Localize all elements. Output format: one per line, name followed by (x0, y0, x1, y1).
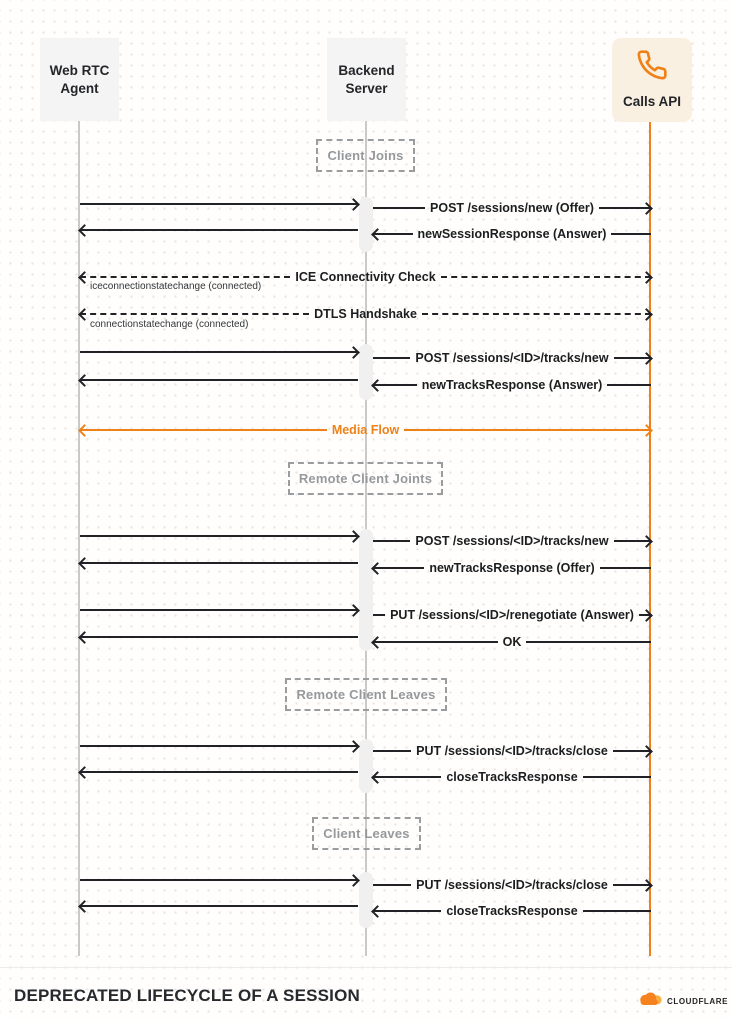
actor-calls-api (612, 38, 692, 122)
message-arrow (373, 376, 651, 394)
cloudflare-cloud-icon (637, 991, 663, 1011)
message-label: PUT /sessions/<ID>/renegotiate (Answer) (390, 608, 634, 622)
message-arrow (373, 876, 651, 894)
event-note: connectionstatechange (connected) (90, 319, 249, 330)
section-label: Client Leaves (323, 826, 410, 841)
media-flow-arrow (80, 421, 651, 439)
message-arrow (373, 633, 651, 651)
message-label: closeTracksResponse (446, 904, 578, 918)
activation-bar (359, 872, 373, 928)
message-label: closeTracksResponse (446, 770, 578, 784)
message-label: POST /sessions/new (Offer) (430, 201, 594, 215)
handshake-label: ICE Connectivity Check (295, 270, 436, 284)
arrow-backend-to-agent (80, 628, 358, 646)
arrow-backend-to-agent (80, 897, 358, 915)
section-remote-client-joints (288, 462, 443, 495)
arrow-agent-to-backend (80, 527, 358, 545)
footer-divider (0, 967, 732, 968)
actor-backend-server (327, 38, 406, 121)
message-label: PUT /sessions/<ID>/tracks/close (416, 878, 608, 892)
cloudflare-logo (637, 991, 728, 1011)
section-remote-client-leaves (285, 678, 447, 711)
handshake-label: DTLS Handshake (314, 307, 417, 321)
arrow-agent-to-backend (80, 195, 358, 213)
arrow-backend-to-agent (80, 554, 358, 572)
arrow-backend-to-agent (80, 763, 358, 781)
activation-bar (359, 197, 373, 252)
message-label: newSessionResponse (Answer) (417, 227, 607, 241)
activation-bar (359, 529, 373, 651)
message-label: POST /sessions/<ID>/tracks/new (415, 534, 609, 548)
message-label: POST /sessions/<ID>/tracks/new (415, 351, 609, 365)
section-client-joins (316, 139, 415, 172)
arrow-agent-to-backend (80, 601, 358, 619)
arrow-backend-to-agent (80, 371, 358, 389)
media-flow-label: Media Flow (331, 423, 400, 437)
phone-icon (636, 49, 668, 86)
arrow-agent-to-backend (80, 737, 358, 755)
message-label: newTracksResponse (Offer) (429, 561, 595, 575)
message-arrow (373, 742, 651, 760)
page-title: DEPRECATED LIFECYCLE OF A SESSION (14, 986, 361, 1005)
section-client-leaves (312, 817, 421, 850)
message-arrow (373, 199, 651, 217)
message-arrow (373, 768, 651, 786)
message-label: OK (502, 635, 522, 649)
actor-label: Calls API (622, 94, 682, 109)
arrow-backend-to-agent (80, 221, 358, 239)
message-arrow (373, 902, 651, 920)
activation-bar (359, 344, 373, 400)
activation-bar (359, 739, 373, 793)
message-arrow (373, 606, 651, 624)
message-arrow (373, 349, 651, 367)
actor-label-line: Backend (338, 62, 395, 78)
event-note: iceconnectionstatechange (connected) (90, 281, 262, 292)
section-label: Client Joins (327, 148, 404, 163)
message-label: newTracksResponse (Answer) (421, 378, 603, 392)
actor-webrtc-agent (40, 38, 119, 121)
section-label: Remote Client Joints (298, 471, 433, 486)
section-label: Remote Client Leaves (296, 687, 436, 702)
actor-label-line: Web RTC (49, 62, 110, 78)
arrow-agent-to-backend (80, 343, 358, 361)
message-arrow (373, 559, 651, 577)
actor-label-line: Server (345, 80, 388, 96)
actor-label-line: Agent (60, 80, 99, 96)
message-arrow (373, 225, 651, 243)
cloudflare-wordmark: CLOUDFLARE (667, 996, 729, 1006)
message-label: PUT /sessions/<ID>/tracks/close (416, 744, 608, 758)
message-arrow (373, 532, 651, 550)
arrow-agent-to-backend (80, 871, 358, 889)
